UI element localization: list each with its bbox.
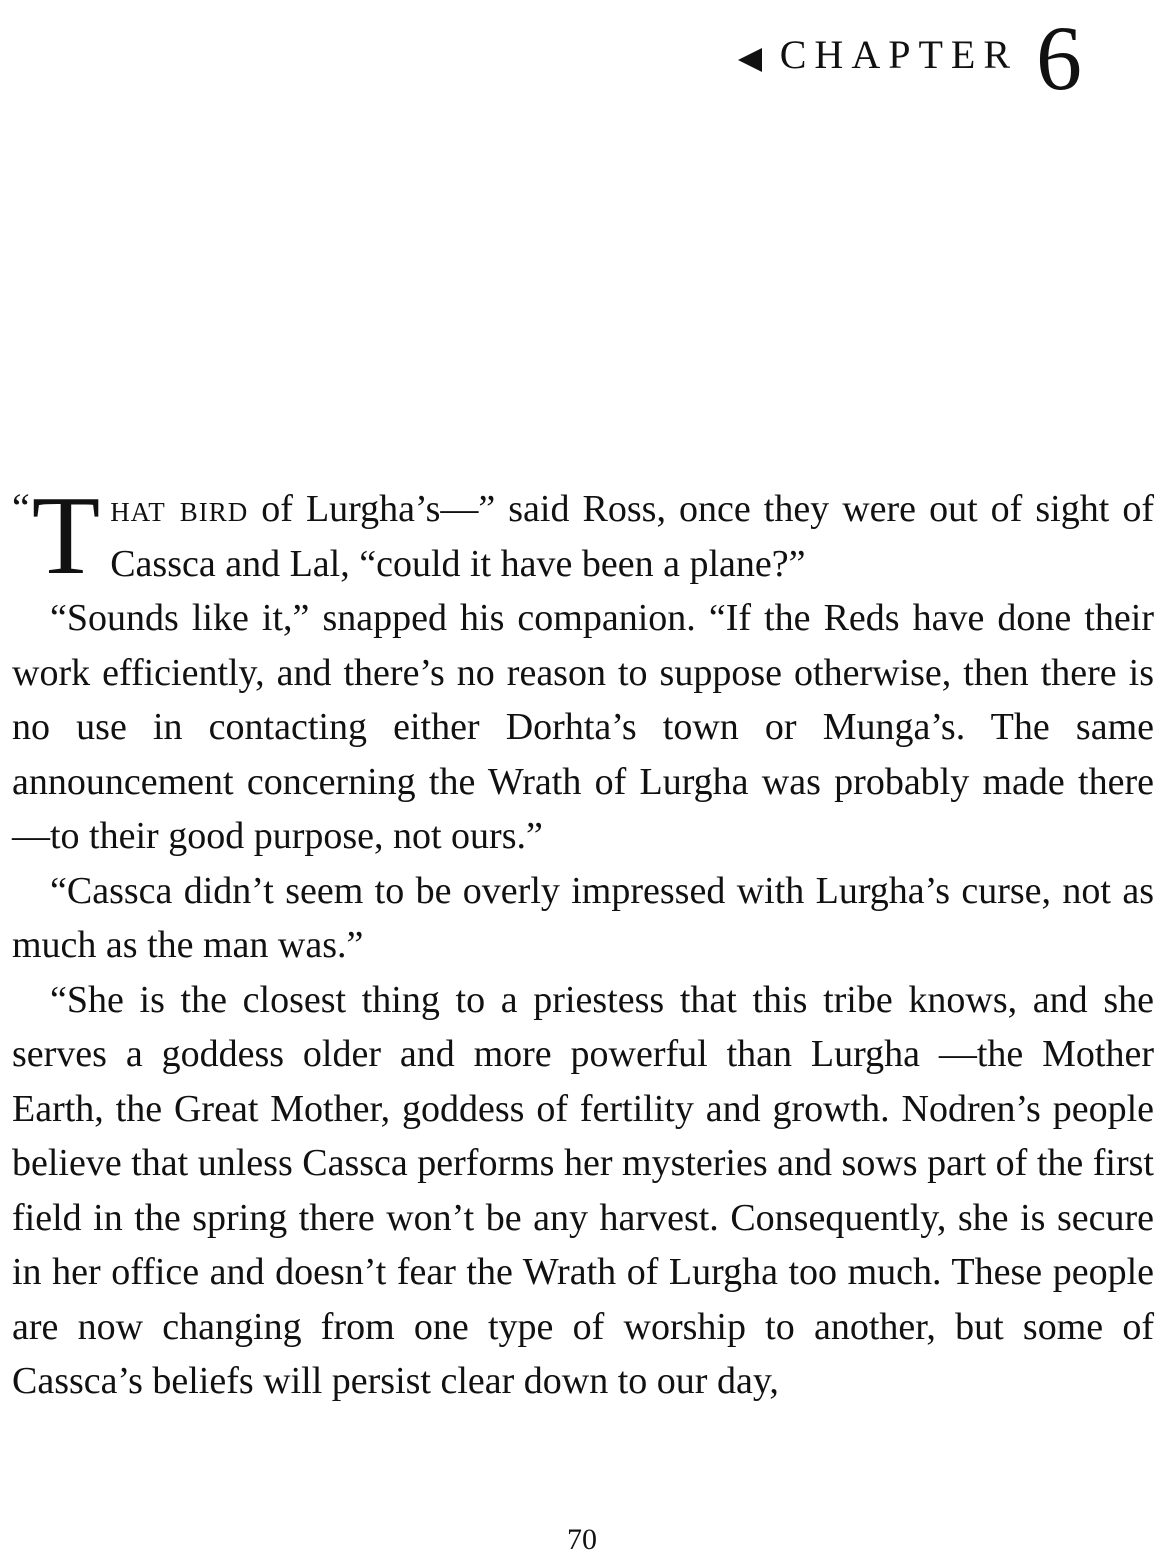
drop-cap-letter: T — [31, 474, 101, 598]
small-caps-lead: hat bird — [110, 488, 249, 530]
open-quote: “ — [12, 485, 30, 530]
paragraph-4: “She is the closest thing to a priestess that this tribe knows, and she serves a goddess older and more powerful than Lurgha —the Mother Earth, the Great Mother, goddess of fertility and growth. Nodren’s people believe that unless Cassca performs her mysteries and sows part of the first field in the spring there won’t be any harvest. Consequently, she is secure in her office and doesn’t fear the Wrath of Lurgha too much. These people are now changing from one type of worship to another, but some of Cassca’s beliefs will persist clear down to our day, — [12, 978, 1154, 1402]
left-arrow-icon — [738, 48, 762, 72]
chapter-number: 6 — [1036, 7, 1082, 109]
paragraph-1-text: of Lurgha’s—” said Ross, once they were out of sight of Cassca and Lal, “could it have been a plane?” — [110, 488, 1154, 585]
chapter-label: CHAPTER — [779, 32, 1018, 77]
paragraph-2: “Sounds like it,” snapped his companion. “If the Reds have done their work efficiently, and there’s no reason to suppose otherwise, then there is no use in contacting either Dorhta’s town or Munga’s. The same announcement concerning the Wrath of Lurgha was probably made there—to their good purpose, not ours.” — [12, 597, 1154, 857]
drop-cap — [12, 474, 101, 598]
body-text — [12, 474, 1154, 1409]
paragraph-3: “Cassca didn’t seem to be overly impressed with Lurgha’s curse, not as much as the man was.” — [12, 869, 1154, 966]
page-number: 70 — [567, 1523, 597, 1556]
chapter-heading — [738, 7, 1082, 109]
paragraph-1 — [12, 474, 1154, 598]
